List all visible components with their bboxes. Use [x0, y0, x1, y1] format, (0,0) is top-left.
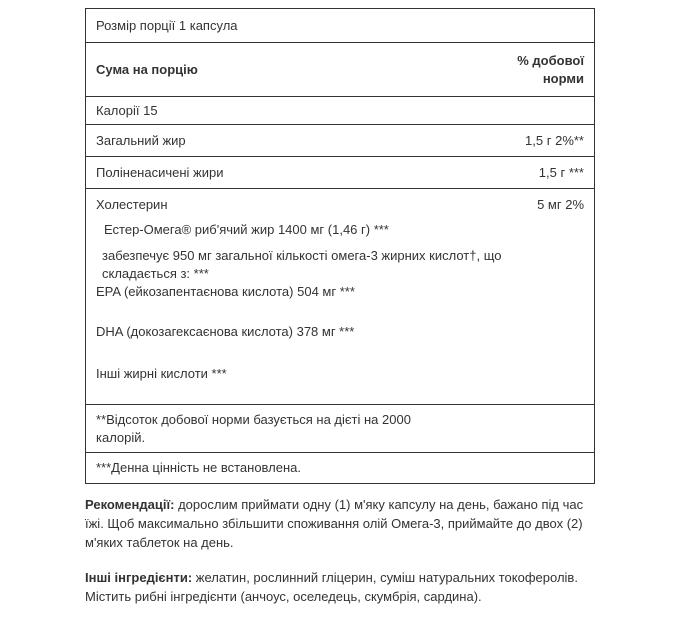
polyunsaturated-fat-value: 1,5 г ***	[538, 165, 584, 180]
serving-size-label: Розмір порції	[96, 18, 176, 33]
total-fat-value: 1,5 г 2%**	[525, 133, 584, 148]
daily-value-heading-line1: % добової	[517, 53, 584, 68]
header-row	[86, 43, 594, 97]
cholesterol-row	[86, 189, 594, 405]
daily-value-footnote-row	[86, 405, 594, 453]
daily-value-footnote-line1: **Відсоток добової норми базується на дієті на 2000	[96, 412, 411, 427]
not-established-footnote: ***Денна цінність не встановлена.	[96, 460, 302, 475]
omega3-provides-text	[96, 247, 562, 283]
recommendations-text: дорослим приймати одну (1) м'яку капсулу на день, бажано під час їжі. Щоб максимально збільшити споживання олій Омега-3, приймайте до двох (2) м'яких таблеток на день.	[85, 497, 584, 550]
cholesterol-value: 5 мг 2%	[537, 197, 584, 212]
amount-per-serving-heading: Сума на порцію	[96, 62, 198, 77]
polyunsaturated-fat-label: Поліненасичені жири	[96, 165, 224, 180]
other-fatty-acids-line: Інші жирні кислоти ***	[96, 366, 227, 381]
omega3-provides-line1: забезпечує 950 мг загальної кількості омега-3 жирних кислот†, що	[102, 248, 502, 263]
daily-value-heading-line2: норми	[542, 71, 584, 86]
daily-value-footnote	[96, 411, 456, 447]
total-fat-row	[86, 125, 594, 157]
product-notes	[85, 495, 605, 616]
dha-line: DHA (докозагексаєнова кислота) 378 мг ***	[96, 324, 355, 339]
recommendations-label: Рекомендації:	[85, 497, 175, 512]
cholesterol-label: Холестерин	[96, 197, 168, 212]
daily-value-footnote-line2: калорій.	[96, 430, 146, 445]
supplement-facts-panel	[85, 8, 595, 484]
other-ingredients-paragraph	[85, 568, 605, 606]
not-established-footnote-row	[86, 453, 594, 483]
omega3-provides-line2: складається з: ***	[102, 266, 209, 281]
calories-value: 15	[143, 103, 158, 118]
polyunsaturated-fat-row	[86, 157, 594, 189]
total-fat-label: Загальний жир	[96, 133, 186, 148]
serving-size-row	[86, 9, 594, 43]
serving-size-value: 1 капсула	[178, 18, 238, 33]
daily-value-heading	[517, 52, 584, 88]
supplement-facts-table	[85, 8, 595, 484]
calories-row	[86, 97, 594, 125]
recommendations-paragraph	[85, 495, 605, 552]
cholesterol-line	[96, 189, 584, 217]
epa-line: EPA (ейкозапентаєнова кислота) 504 мг ***	[96, 284, 355, 299]
calories-label: Калорії	[96, 103, 140, 118]
other-ingredients-text: желатин, рослинний гліцерин, суміш натуральних токоферолів. Містить рибні інгредієнти (анчоус, оселедець, скумбрія, сардина).	[85, 570, 578, 604]
ester-omega-line: Естер-Омега® риб'ячий жир 1400 мг (1,46 г) ***	[104, 222, 389, 237]
other-ingredients-label: Інші інгредієнти:	[85, 570, 193, 585]
